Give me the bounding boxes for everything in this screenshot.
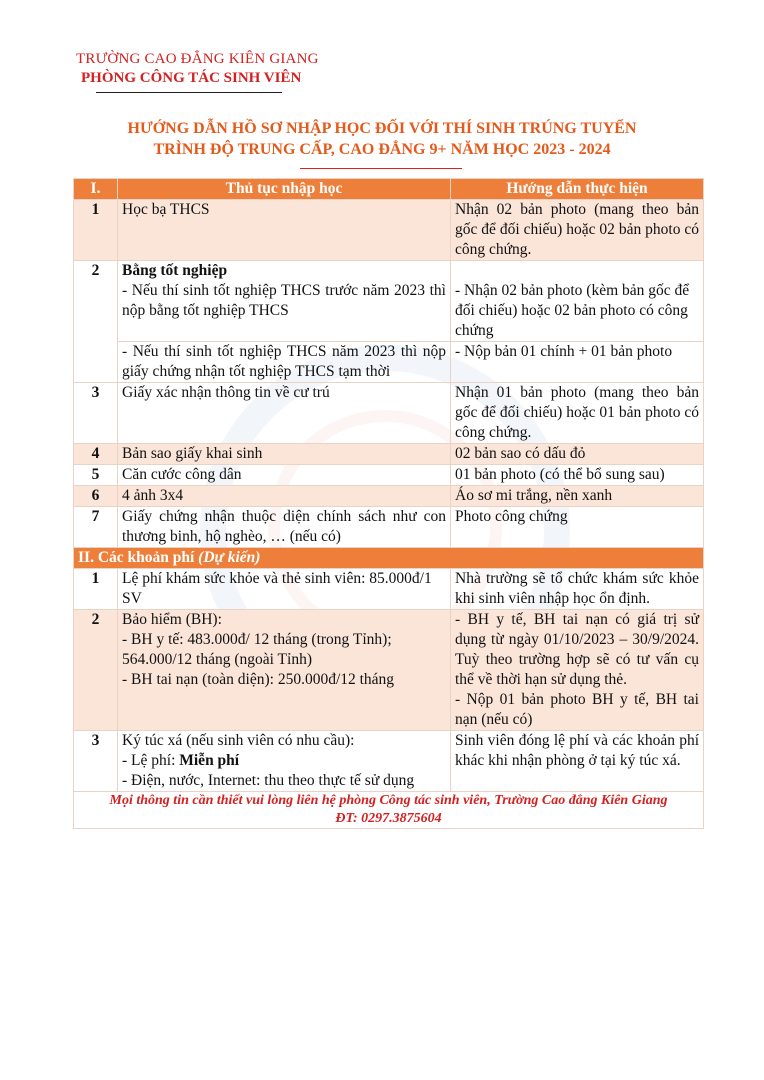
row-number: 2	[74, 261, 118, 383]
contact-line: Mọi thông tin cần thiết vui lòng liên hệ phòng Công tác sinh viên, Trường Cao đẳng Kiên Giang	[109, 793, 668, 808]
guide-cell: 01 bản photo (có thể bổ sung sau)	[451, 465, 704, 486]
table-row	[74, 731, 704, 792]
row-number: 4	[74, 444, 118, 465]
fee-cell: Lệ phí khám sức khỏe và thẻ sinh viên: 85.000đ/1 SV	[118, 569, 451, 610]
fee-line-1: Ký túc xá (nếu sinh viên có nhu cầu):	[122, 732, 355, 749]
guide-cell: Photo công chứng	[451, 507, 704, 548]
section-1-header	[74, 179, 704, 200]
guide-cell: Sinh viên đóng lệ phí và các khoản phí khác khi nhận phòng ở tại ký túc xá.	[451, 731, 704, 792]
guide-cell: Áo sơ mi trắng, nền xanh	[451, 486, 704, 507]
procedure-option-b: - Nếu thí sinh tốt nghiệp THCS năm 2023 thì nộp giấy chứng nhận tốt nghiệp THCS tạm thời	[118, 342, 451, 383]
procedure-cell: Bản sao giấy khai sinh	[118, 444, 451, 465]
fee-line-2-prefix: - Lệ phí:	[122, 752, 180, 769]
guide-line-1: - BH y tế, BH tai nạn có giá trị sử dụng từ ngày 01/10/2023 – 30/9/2024. Tuỳ theo trường hợp sẽ có tư vấn cụ thể về thời hạn sử dụng thẻ.	[455, 611, 699, 688]
procedure-option-a: - Nếu thí sinh tốt nghiệp THCS trước năm 2023 thì nộp bằng tốt nghiệp THCS	[122, 282, 446, 319]
row-number: 3	[74, 383, 118, 444]
document-header	[76, 50, 319, 88]
enrollment-guide-table	[73, 178, 704, 829]
fee-cell	[118, 731, 451, 792]
department-name: PHÒNG CÔNG TÁC SINH VIÊN	[81, 70, 302, 86]
contact-footer	[74, 792, 704, 829]
guide-option-b: - Nộp bản 01 chính + 01 bản photo	[451, 342, 704, 383]
guide-cell: Nhà trường sẽ tổ chức khám sức khỏe khi sinh viên nhập học ổn định.	[451, 569, 704, 610]
table-row	[74, 342, 704, 383]
column-header-guide: Hướng dẫn thực hiện	[451, 179, 704, 200]
fee-line-1: Bảo hiểm (BH):	[122, 611, 222, 628]
table-row	[74, 610, 704, 731]
free-of-charge-label: Miễn phí	[179, 752, 240, 769]
table-row	[74, 507, 704, 548]
guide-cell: Nhận 02 bản photo (mang theo bản gốc để đối chiếu) hoặc 02 bản photo có công chứng.	[451, 200, 704, 261]
row-number: 1	[74, 569, 118, 610]
table-row	[74, 383, 704, 444]
section-2-header	[74, 548, 704, 569]
procedure-cell	[118, 261, 451, 342]
row-number: 2	[74, 610, 118, 731]
section-2-title-text: II. Các khoản phí	[78, 549, 195, 566]
header-underline	[96, 92, 282, 93]
guide-cell	[451, 610, 704, 731]
section-1-number: I.	[74, 179, 118, 200]
table-row	[74, 569, 704, 610]
row-number: 6	[74, 486, 118, 507]
guide-line-2: - Nộp 01 bản photo BH y tế, BH tai nạn (nếu có)	[455, 691, 699, 728]
procedure-title: Bằng tốt nghiệp	[122, 262, 228, 279]
table-row	[74, 444, 704, 465]
row-number: 3	[74, 731, 118, 792]
section-2-title	[74, 548, 704, 569]
title-line-1: HƯỚNG DẪN HỒ SƠ NHẬP HỌC ĐỐI VỚI THÍ SINH TRÚNG TUYỂN	[127, 120, 637, 137]
title-line-2: TRÌNH ĐỘ TRUNG CẤP, CAO ĐẲNG 9+ NĂM HỌC 2023 - 2024	[153, 141, 611, 158]
row-number: 7	[74, 507, 118, 548]
fee-line-2	[122, 751, 446, 771]
section-2-title-note: (Dự kiến)	[198, 549, 261, 566]
document-title	[0, 118, 764, 160]
table-row	[74, 486, 704, 507]
guide-cell: Nhận 01 bản photo (mang theo bản gốc để đối chiếu) hoặc 01 bản photo có công chứng.	[451, 383, 704, 444]
contact-footer-cell	[74, 792, 704, 829]
procedure-cell: Căn cước công dân	[118, 465, 451, 486]
contact-phone: ĐT: 0297.3875604	[335, 811, 442, 826]
table-row	[74, 465, 704, 486]
fee-line-2: - BH y tế: 483.000đ/ 12 tháng (trong Tỉnh); 564.000/12 tháng (ngoài Tỉnh)	[122, 631, 392, 668]
table-row	[74, 200, 704, 261]
column-header-procedure: Thủ tục nhập học	[118, 179, 451, 200]
guide-cell: 02 bản sao có dấu đỏ	[451, 444, 704, 465]
guide-option-a: - Nhận 02 bản photo (kèm bản gốc để đối chiếu) hoặc 02 bản photo có công chứng	[455, 282, 690, 339]
row-number: 1	[74, 200, 118, 261]
row-number: 5	[74, 465, 118, 486]
procedure-cell: Học bạ THCS	[118, 200, 451, 261]
fee-line-3: - Điện, nước, Internet: thu theo thực tế sử dụng	[122, 772, 415, 789]
fee-line-3: - BH tai nạn (toàn diện): 250.000đ/12 tháng	[122, 671, 395, 688]
fee-cell	[118, 610, 451, 731]
procedure-cell: Giấy xác nhận thông tin về cư trú	[118, 383, 451, 444]
procedure-cell: 4 ảnh 3x4	[118, 486, 451, 507]
table-row	[74, 261, 704, 342]
guide-cell	[451, 261, 704, 342]
school-name: TRƯỜNG CAO ĐẲNG KIÊN GIANG	[76, 51, 319, 67]
procedure-cell: Giấy chứng nhận thuộc diện chính sách như con thương binh, hộ nghèo, … (nếu có)	[118, 507, 451, 548]
title-underline	[300, 168, 462, 169]
